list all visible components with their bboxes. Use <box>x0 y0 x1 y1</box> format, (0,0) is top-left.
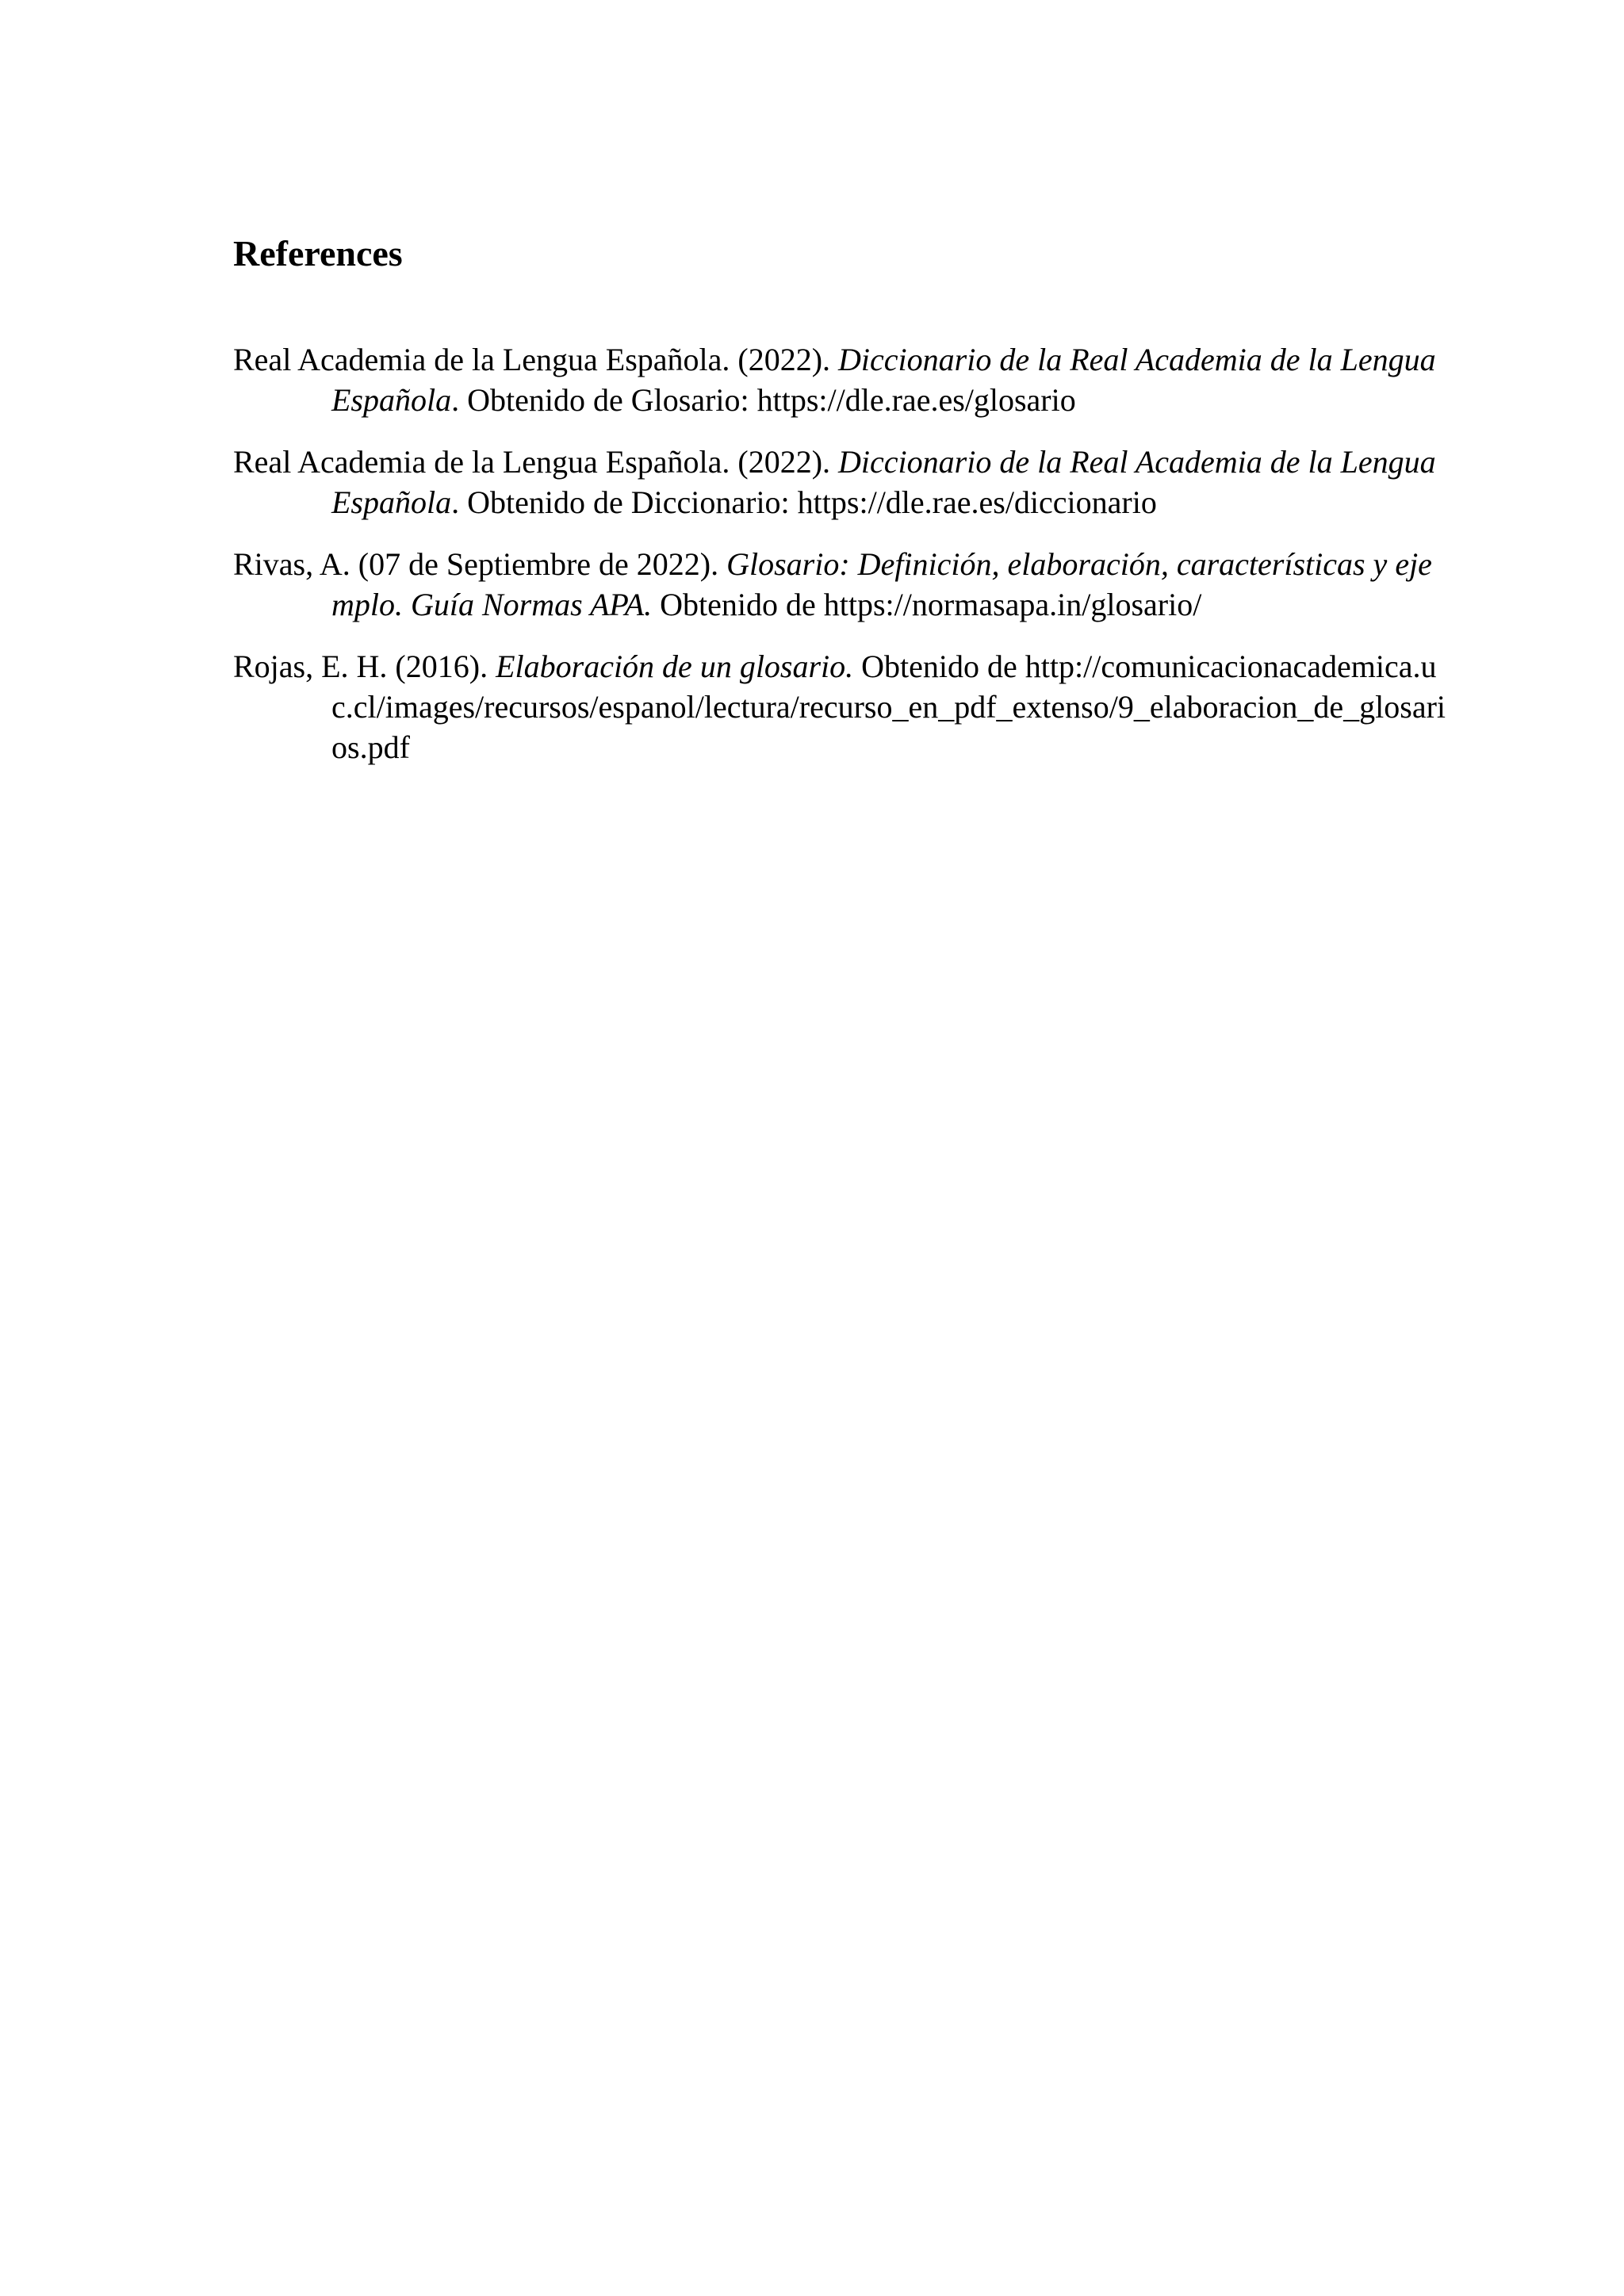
reference-title: Glosario: Definición, elaboración, características y ejemplo. Guía Normas APA. <box>331 546 1432 622</box>
reference-list <box>233 339 1454 789</box>
reference-title: Diccionario de la Real Academia de la Lengua Española <box>331 444 1436 520</box>
references-heading: References <box>233 233 403 274</box>
reference-item <box>233 442 1454 522</box>
reference-source: . Obtenido de Diccionario: https://dle.rae.es/diccionario <box>451 484 1157 520</box>
reference-source: Obtenido de http://comunicacionacademica.uc.cl/images/recursos/espanol/lectura/recurso_en_pdf_extenso/9_elaboracion_de_glosarios.pdf <box>331 649 1446 765</box>
reference-author: Rivas, A. (07 de Septiembre de 2022). <box>233 546 727 582</box>
reference-author: Rojas, E. H. (2016). <box>233 649 496 684</box>
reference-item <box>233 339 1454 420</box>
reference-item <box>233 646 1454 767</box>
reference-item <box>233 544 1454 625</box>
reference-author: Real Academia de la Lengua Española. (2022). <box>233 342 839 377</box>
reference-author: Real Academia de la Lengua Española. (2022). <box>233 444 839 480</box>
reference-source: . Obtenido de Glosario: https://dle.rae.es/glosario <box>451 382 1076 418</box>
reference-title: Elaboración de un glosario. <box>496 649 854 684</box>
reference-title: Diccionario de la Real Academia de la Lengua Española <box>331 342 1436 418</box>
reference-source: Obtenido de https://normasapa.in/glosario/ <box>652 587 1202 622</box>
